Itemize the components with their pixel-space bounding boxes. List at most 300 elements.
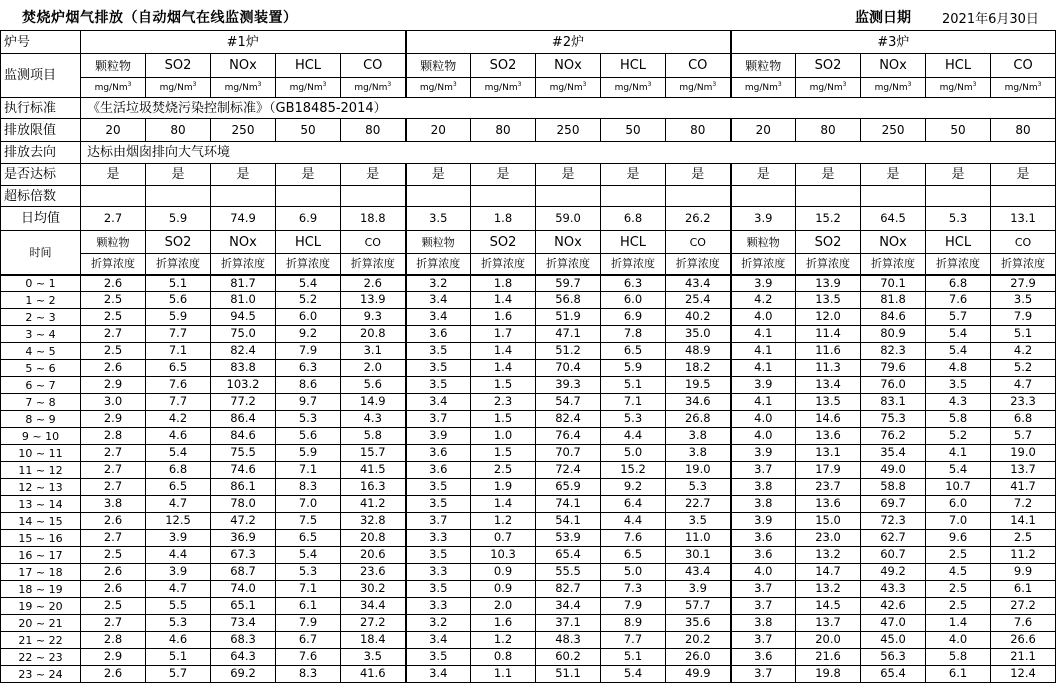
hour-value: 2.9: [81, 649, 146, 666]
compliance-value: 是: [731, 164, 796, 186]
hour-value: 4.4: [601, 428, 666, 445]
exceed-ratio-value: [861, 186, 926, 207]
hour-value: 70.1: [861, 275, 926, 292]
hour-value: 13.2: [796, 581, 861, 598]
hour-row: [1, 462, 1056, 479]
hour-time: 2 ~ 3: [1, 309, 81, 326]
limit-value: 80: [991, 119, 1056, 142]
hour-value: 11.6: [796, 343, 861, 360]
hour-value: 1.1: [471, 666, 536, 683]
hour-value: 2.5: [926, 581, 991, 598]
sub-item-header: NOx: [211, 231, 276, 254]
sub-item-header: SO2: [471, 231, 536, 254]
hour-value: 7.7: [146, 326, 211, 343]
hour-time: 23 ~ 24: [1, 666, 81, 683]
hour-value: 35.6: [666, 615, 731, 632]
hour-value: 9.3: [341, 309, 406, 326]
sub-item-header: 颗粒物: [81, 231, 146, 254]
item-header: 颗粒物: [406, 54, 471, 78]
daily-avg-value: 26.2: [666, 207, 731, 231]
hour-value: 7.6: [926, 292, 991, 309]
monitor-item-label: 监测项目: [1, 54, 81, 98]
hour-value: 3.7: [731, 462, 796, 479]
hour-value: 7.3: [601, 581, 666, 598]
hour-value: 7.9: [276, 343, 341, 360]
hour-value: 84.6: [211, 428, 276, 445]
hour-value: 75.5: [211, 445, 276, 462]
hour-value: 74.0: [211, 581, 276, 598]
hour-value: 0.9: [471, 564, 536, 581]
hour-value: 68.3: [211, 632, 276, 649]
hour-value: 5.6: [276, 428, 341, 445]
daily-avg-value: 3.9: [731, 207, 796, 231]
hour-value: 45.0: [861, 632, 926, 649]
hour-value: 2.6: [81, 513, 146, 530]
hour-value: 15.0: [796, 513, 861, 530]
hour-value: 4.0: [731, 309, 796, 326]
hour-value: 23.6: [341, 564, 406, 581]
hour-value: 9.2: [601, 479, 666, 496]
hour-value: 14.5: [796, 598, 861, 615]
limit-value: 50: [926, 119, 991, 142]
unit-text: mg/Nm: [419, 83, 453, 93]
hour-value: 11.4: [796, 326, 861, 343]
exceed-ratio-value: [991, 186, 1056, 207]
hour-value: 13.6: [796, 428, 861, 445]
hour-value: 13.5: [796, 394, 861, 411]
hour-value: 72.3: [861, 513, 926, 530]
hour-value: 74.6: [211, 462, 276, 479]
standard-text: 《生活垃圾焚烧污染控制标准》（GB18485-2014）: [81, 98, 1056, 119]
hour-value: 76.0: [861, 377, 926, 394]
hour-value: 2.6: [81, 564, 146, 581]
hour-row: [1, 564, 1056, 581]
hour-value: 7.7: [146, 394, 211, 411]
unit-superscript: 3: [647, 81, 652, 88]
hour-value: 5.3: [276, 564, 341, 581]
hour-value: 2.5: [991, 530, 1056, 547]
hour-time: 13 ~ 14: [1, 496, 81, 513]
unit-superscript: 3: [582, 81, 587, 88]
hour-value: 21.6: [796, 649, 861, 666]
sub-item-header: SO2: [146, 231, 211, 254]
hour-value: 58.8: [861, 479, 926, 496]
hour-value: 5.3: [601, 411, 666, 428]
daily-avg-value: 64.5: [861, 207, 926, 231]
hour-value: 13.5: [796, 292, 861, 309]
hour-value: 84.6: [861, 309, 926, 326]
hour-row: [1, 547, 1056, 564]
hour-value: 49.2: [861, 564, 926, 581]
hour-value: 3.7: [406, 513, 471, 530]
compliance-value: 是: [861, 164, 926, 186]
hour-value: 86.4: [211, 411, 276, 428]
hour-value: 3.6: [731, 530, 796, 547]
unit-text: mg/Nm: [289, 83, 323, 93]
hour-value: 27.9: [991, 275, 1056, 292]
hour-value: 3.8: [731, 615, 796, 632]
hour-value: 9.2: [276, 326, 341, 343]
hour-value: 1.4: [471, 292, 536, 309]
hour-time: 4 ~ 5: [1, 343, 81, 360]
hour-value: 41.2: [341, 496, 406, 513]
hour-value: 5.1: [991, 326, 1056, 343]
hour-value: 5.6: [146, 292, 211, 309]
hour-value: 7.8: [601, 326, 666, 343]
item-header: 颗粒物: [731, 54, 796, 78]
compliance-value: 是: [146, 164, 211, 186]
hour-value: 13.6: [796, 496, 861, 513]
hour-value: 13.9: [796, 275, 861, 292]
hour-value: 68.7: [211, 564, 276, 581]
hour-value: 3.5: [406, 479, 471, 496]
daily-avg-value: 2.7: [81, 207, 146, 231]
converted-conc-header: 折算浓度: [991, 254, 1056, 275]
hour-value: 5.7: [991, 428, 1056, 445]
limit-value: 20: [406, 119, 471, 142]
hour-value: 6.8: [146, 462, 211, 479]
daily-avg-value: 6.9: [276, 207, 341, 231]
hour-value: 75.3: [861, 411, 926, 428]
hour-value: 20.6: [341, 547, 406, 564]
hour-value: 5.8: [926, 411, 991, 428]
converted-conc-header: 折算浓度: [341, 254, 406, 275]
daily-avg-value: 5.3: [926, 207, 991, 231]
compliance-value: 是: [536, 164, 601, 186]
hour-value: 51.2: [536, 343, 601, 360]
hour-value: 5.6: [341, 377, 406, 394]
exceed-ratio-value: [536, 186, 601, 207]
hour-value: 5.4: [146, 445, 211, 462]
limit-value: 50: [276, 119, 341, 142]
hour-value: 43.4: [666, 564, 731, 581]
hour-value: 23.3: [991, 394, 1056, 411]
hour-value: 7.9: [276, 615, 341, 632]
daily-avg-label: 日均值: [1, 207, 81, 231]
hour-row: [1, 581, 1056, 598]
hour-value: 2.3: [471, 394, 536, 411]
hour-value: 3.9: [731, 377, 796, 394]
hour-value: 3.2: [406, 615, 471, 632]
hour-value: 2.6: [81, 275, 146, 292]
report-header: [0, 0, 1056, 30]
hour-value: 2.5: [81, 598, 146, 615]
item-header: NOx: [211, 54, 276, 78]
hour-value: 12.5: [146, 513, 211, 530]
hour-value: 21.1: [991, 649, 1056, 666]
exceed-ratio-value: [666, 186, 731, 207]
hour-time: 19 ~ 20: [1, 598, 81, 615]
limit-label: 排放限值: [1, 119, 81, 142]
hour-value: 11.0: [666, 530, 731, 547]
hour-value: 2.7: [81, 445, 146, 462]
hour-value: 2.5: [81, 547, 146, 564]
limit-value: 80: [341, 119, 406, 142]
hour-value: 17.9: [796, 462, 861, 479]
hour-value: 3.9: [146, 564, 211, 581]
limit-value: 20: [731, 119, 796, 142]
hour-value: 2.5: [926, 547, 991, 564]
hour-value: 5.7: [926, 309, 991, 326]
unit-superscript: 3: [907, 81, 912, 88]
hour-value: 5.0: [601, 445, 666, 462]
unit-cell: [146, 78, 211, 98]
hour-value: 2.6: [341, 275, 406, 292]
converted-conc-header: 折算浓度: [406, 254, 471, 275]
hour-value: 3.6: [731, 547, 796, 564]
hour-row: [1, 326, 1056, 343]
hour-value: 43.4: [666, 275, 731, 292]
hour-value: 83.1: [861, 394, 926, 411]
hour-row: [1, 377, 1056, 394]
hour-row: [1, 632, 1056, 649]
hour-value: 2.7: [81, 326, 146, 343]
hour-value: 2.5: [926, 598, 991, 615]
hour-value: 75.0: [211, 326, 276, 343]
exceed-ratio-value: [926, 186, 991, 207]
exceed-ratio-row: [1, 186, 1056, 207]
hour-value: 30.2: [341, 581, 406, 598]
hour-row: [1, 275, 1056, 292]
hour-time: 16 ~ 17: [1, 547, 81, 564]
limit-value: 250: [861, 119, 926, 142]
date-value: 2021年6月30日: [942, 12, 1039, 27]
hour-value: 3.2: [406, 275, 471, 292]
converted-conc-header: 折算浓度: [666, 254, 731, 275]
item-header: HCL: [601, 54, 666, 78]
hour-row: [1, 598, 1056, 615]
hour-time: 22 ~ 23: [1, 649, 81, 666]
hour-value: 5.4: [601, 666, 666, 683]
unit-text: mg/Nm: [809, 83, 843, 93]
hour-value: 3.6: [406, 445, 471, 462]
converted-conc-header: 折算浓度: [211, 254, 276, 275]
hour-value: 4.1: [731, 360, 796, 377]
hour-value: 5.4: [276, 275, 341, 292]
hour-value: 8.3: [276, 666, 341, 683]
hour-value: 23.0: [796, 530, 861, 547]
hour-value: 54.7: [536, 394, 601, 411]
hour-value: 3.5: [406, 496, 471, 513]
hour-value: 72.4: [536, 462, 601, 479]
hour-value: 3.8: [731, 479, 796, 496]
hour-value: 6.5: [276, 530, 341, 547]
hour-time: 14 ~ 15: [1, 513, 81, 530]
hour-value: 3.6: [406, 326, 471, 343]
exceed-ratio-value: [406, 186, 471, 207]
sub-item-header: 颗粒物: [406, 231, 471, 254]
converted-conc-header: 折算浓度: [796, 254, 861, 275]
hour-value: 5.1: [146, 649, 211, 666]
hour-value: 25.4: [666, 292, 731, 309]
hour-value: 81.7: [211, 275, 276, 292]
exceed-ratio-value: [796, 186, 861, 207]
hour-value: 1.5: [471, 445, 536, 462]
hour-value: 1.6: [471, 615, 536, 632]
compliance-value: 是: [471, 164, 536, 186]
hour-value: 4.0: [731, 428, 796, 445]
hour-value: 5.1: [601, 649, 666, 666]
hour-value: 2.9: [81, 411, 146, 428]
hour-time: 7 ~ 8: [1, 394, 81, 411]
hour-value: 20.8: [341, 530, 406, 547]
sub-item-header: NOx: [536, 231, 601, 254]
sub-item-header: CO: [991, 231, 1056, 254]
hour-time: 9 ~ 10: [1, 428, 81, 445]
hour-value: 74.1: [536, 496, 601, 513]
destination-text: 达标由烟囱排向大气环境: [81, 142, 1056, 164]
item-header: NOx: [861, 54, 926, 78]
hour-value: 7.6: [146, 377, 211, 394]
hour-value: 65.1: [211, 598, 276, 615]
hour-value: 3.3: [406, 598, 471, 615]
limit-value: 250: [536, 119, 601, 142]
hour-value: 4.2: [991, 343, 1056, 360]
hour-value: 4.0: [926, 632, 991, 649]
unit-cell: [731, 78, 796, 98]
hour-value: 7.5: [276, 513, 341, 530]
limit-value: 80: [796, 119, 861, 142]
hour-value: 5.3: [146, 615, 211, 632]
hour-value: 2.7: [81, 479, 146, 496]
hour-value: 12.4: [991, 666, 1056, 683]
hour-value: 94.5: [211, 309, 276, 326]
hour-row: [1, 360, 1056, 377]
hour-value: 18.4: [341, 632, 406, 649]
unit-text: mg/Nm: [94, 83, 128, 93]
hour-value: 55.5: [536, 564, 601, 581]
hour-row: [1, 666, 1056, 683]
hour-value: 3.9: [731, 513, 796, 530]
hour-value: 15.2: [601, 462, 666, 479]
hour-value: 3.9: [731, 275, 796, 292]
limit-value: 80: [666, 119, 731, 142]
hour-value: 6.4: [601, 496, 666, 513]
hour-value: 5.1: [146, 275, 211, 292]
hour-value: 4.7: [991, 377, 1056, 394]
hour-value: 14.1: [991, 513, 1056, 530]
hour-value: 3.7: [731, 581, 796, 598]
report-title: 焚烧炉烟气排放（自动烟气在线监测装置）: [22, 10, 298, 26]
daily-avg-value: 1.8: [471, 207, 536, 231]
hour-value: 5.8: [926, 649, 991, 666]
compliance-value: 是: [276, 164, 341, 186]
hour-value: 6.9: [601, 309, 666, 326]
hour-value: 13.7: [991, 462, 1056, 479]
hour-value: 9.7: [276, 394, 341, 411]
hour-row: [1, 428, 1056, 445]
time-label: 时间: [1, 231, 81, 275]
hour-value: 26.6: [991, 632, 1056, 649]
hour-time: 20 ~ 21: [1, 615, 81, 632]
unit-superscript: 3: [1037, 81, 1042, 88]
hour-value: 4.6: [146, 428, 211, 445]
hour-value: 20.0: [796, 632, 861, 649]
hour-value: 4.7: [146, 496, 211, 513]
hour-value: 3.4: [406, 666, 471, 683]
hour-row: [1, 394, 1056, 411]
unit-cell: [536, 78, 601, 98]
hour-value: 5.9: [146, 309, 211, 326]
item-header: NOx: [536, 54, 601, 78]
daily-avg-value: 18.8: [341, 207, 406, 231]
hour-value: 65.4: [536, 547, 601, 564]
converted-conc-header: 折算浓度: [731, 254, 796, 275]
unit-text: mg/Nm: [874, 83, 908, 93]
hour-row: [1, 292, 1056, 309]
daily-avg-value: 5.9: [146, 207, 211, 231]
hour-value: 2.8: [81, 428, 146, 445]
hour-value: 3.9: [666, 581, 731, 598]
hour-value: 56.8: [536, 292, 601, 309]
emission-table: [0, 30, 1056, 683]
hour-value: 36.9: [211, 530, 276, 547]
hour-value: 65.4: [861, 666, 926, 683]
hour-row: [1, 479, 1056, 496]
compliance-value: 是: [211, 164, 276, 186]
hour-value: 5.4: [276, 547, 341, 564]
hour-time: 18 ~ 19: [1, 581, 81, 598]
hour-value: 4.2: [146, 411, 211, 428]
unit-cell: [991, 78, 1056, 98]
daily-avg-value: 15.2: [796, 207, 861, 231]
compliance-row: [1, 164, 1056, 186]
exceed-ratio-value: [601, 186, 666, 207]
hour-value: 7.0: [926, 513, 991, 530]
hour-value: 4.1: [731, 343, 796, 360]
hour-value: 48.9: [666, 343, 731, 360]
hour-value: 3.8: [666, 428, 731, 445]
hour-value: 49.0: [861, 462, 926, 479]
unit-cell: [601, 78, 666, 98]
unit-cell: [796, 78, 861, 98]
hour-value: 42.6: [861, 598, 926, 615]
hour-value: 59.7: [536, 275, 601, 292]
table-body: [1, 31, 1056, 683]
hour-value: 4.1: [731, 326, 796, 343]
hour-value: 7.6: [276, 649, 341, 666]
hour-value: 3.4: [406, 632, 471, 649]
hour-value: 10.3: [471, 547, 536, 564]
hour-value: 76.2: [861, 428, 926, 445]
hour-value: 77.2: [211, 394, 276, 411]
hour-value: 30.1: [666, 547, 731, 564]
hour-value: 2.6: [81, 666, 146, 683]
unit-text: mg/Nm: [679, 83, 713, 93]
hour-value: 49.9: [666, 666, 731, 683]
hour-value: 5.3: [666, 479, 731, 496]
hour-value: 6.1: [991, 581, 1056, 598]
unit-cell: [926, 78, 991, 98]
item-header: HCL: [276, 54, 341, 78]
hour-value: 2.0: [341, 360, 406, 377]
hour-value: 20.2: [666, 632, 731, 649]
hour-value: 5.4: [926, 326, 991, 343]
compliance-label: 是否达标: [1, 164, 81, 186]
hour-value: 67.3: [211, 547, 276, 564]
hour-value: 7.1: [276, 581, 341, 598]
hour-value: 4.5: [926, 564, 991, 581]
sub-item-header: 颗粒物: [731, 231, 796, 254]
hour-value: 2.7: [81, 530, 146, 547]
hour-value: 1.2: [471, 513, 536, 530]
hour-value: 60.7: [861, 547, 926, 564]
hour-value: 4.8: [926, 360, 991, 377]
date-label: 监测日期: [855, 10, 911, 26]
hour-value: 5.3: [276, 411, 341, 428]
hour-value: 3.5: [406, 547, 471, 564]
unit-cell: [276, 78, 341, 98]
